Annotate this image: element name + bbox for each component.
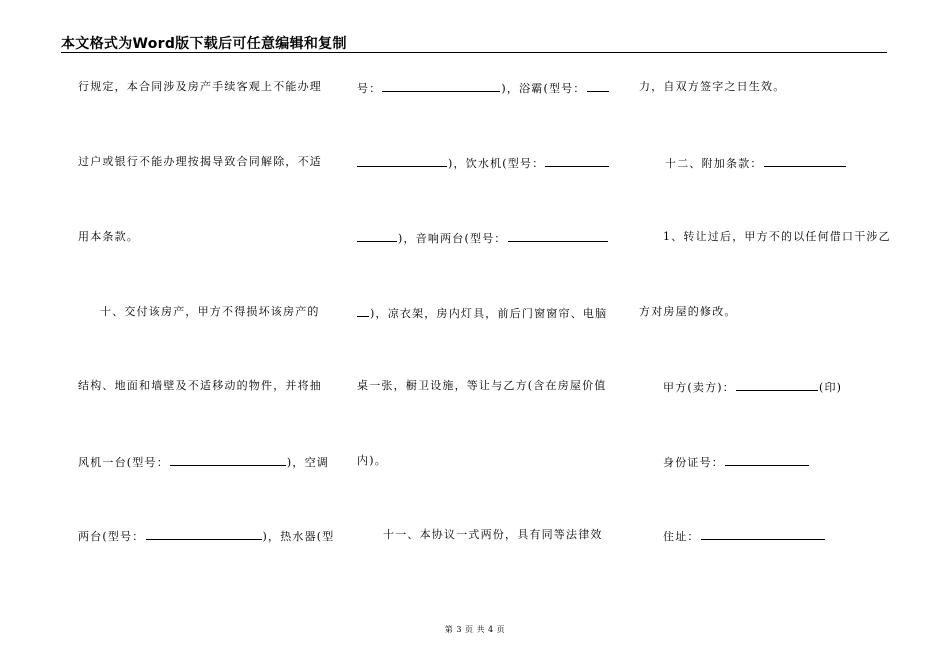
text-line [357,80,610,96]
text-fragment: ，浴霸(型号： [506,82,586,95]
text-column-middle [357,0,619,600]
text-column-right [639,0,899,600]
text-fragment: 身份证号： [663,456,724,469]
text-line: 桌一张，橱卫设施，等让与乙方(含在房屋价值 [357,379,607,392]
blank-field [545,155,609,167]
section-ten-heading: 十、交付该房产，甲方不得损坏该房产的 [100,305,320,318]
section-twelve-heading [665,155,847,171]
text-fragment: 号： [357,82,382,95]
text-fragment: ，凉衣架，房内灯具，前后门窗窗帘、电脑 [375,307,608,320]
text-fragment: ，音响两台(型号： [403,232,507,245]
text-fragment: 十二、附加条款： [665,157,763,170]
text-line [357,155,610,171]
text-column-left [78,0,335,600]
blank-field [357,305,369,317]
blank-field [701,528,825,540]
party-a-seller-line [663,379,842,395]
paren-close: ) [370,307,376,320]
text-line: 内)。 [357,454,387,467]
blank-field [357,155,447,167]
text-fragment: ，热水器(型 [268,530,335,543]
id-number-line [663,454,810,470]
blank-field [508,230,608,242]
text-line: 方对房屋的修改。 [639,305,737,318]
blank-field [764,155,846,167]
blank-field [146,528,262,540]
paren-close: ) [398,232,404,245]
address-line [663,528,826,544]
paren-close: ) [448,157,454,170]
text-fragment: 风机一台(型号： [78,456,169,469]
document-header-title: 本文格式为Word版下载后可任意编辑和复制 [61,36,347,52]
blank-field [357,230,397,242]
section-eleven-heading: 十一、本协议一式两份，具有同等法律效 [383,528,603,541]
text-fragment: ，空调 [292,456,330,469]
text-line: 1、转让过后，甲方不的以任何借口干涉乙 [663,230,891,243]
text-line [78,528,335,544]
text-line [78,454,329,470]
text-fragment: (印) [818,381,843,394]
paren-close: ) [501,82,507,95]
text-line [357,230,609,246]
paren-close: ) [262,530,268,543]
page-indicator: 第 3 页 共 4 页 [444,625,506,634]
blank-field [382,80,500,92]
blank-field [170,454,286,466]
text-line: 用本条款。 [78,230,139,243]
paren-close: ) [286,456,293,469]
text-line: 行规定，本合同涉及房产手续客观上不能办理 [78,80,322,93]
text-line: 结构、地面和墙壁及不适移动的物件，并将抽 [78,379,322,392]
blank-field [725,454,809,466]
signature-blank-field [736,379,818,391]
text-line: 过户或银行不能办理按揭导致合同解除，不适 [78,155,322,168]
text-line [357,305,607,321]
text-fragment: 甲方(卖方)： [663,381,735,394]
blank-field [587,80,609,92]
text-fragment: 两台(型号： [78,530,145,543]
text-line: 力，自双方签字之日生效。 [639,80,786,93]
text-fragment: 住址： [663,530,700,543]
text-fragment: ，饮水机(型号： [453,157,545,170]
